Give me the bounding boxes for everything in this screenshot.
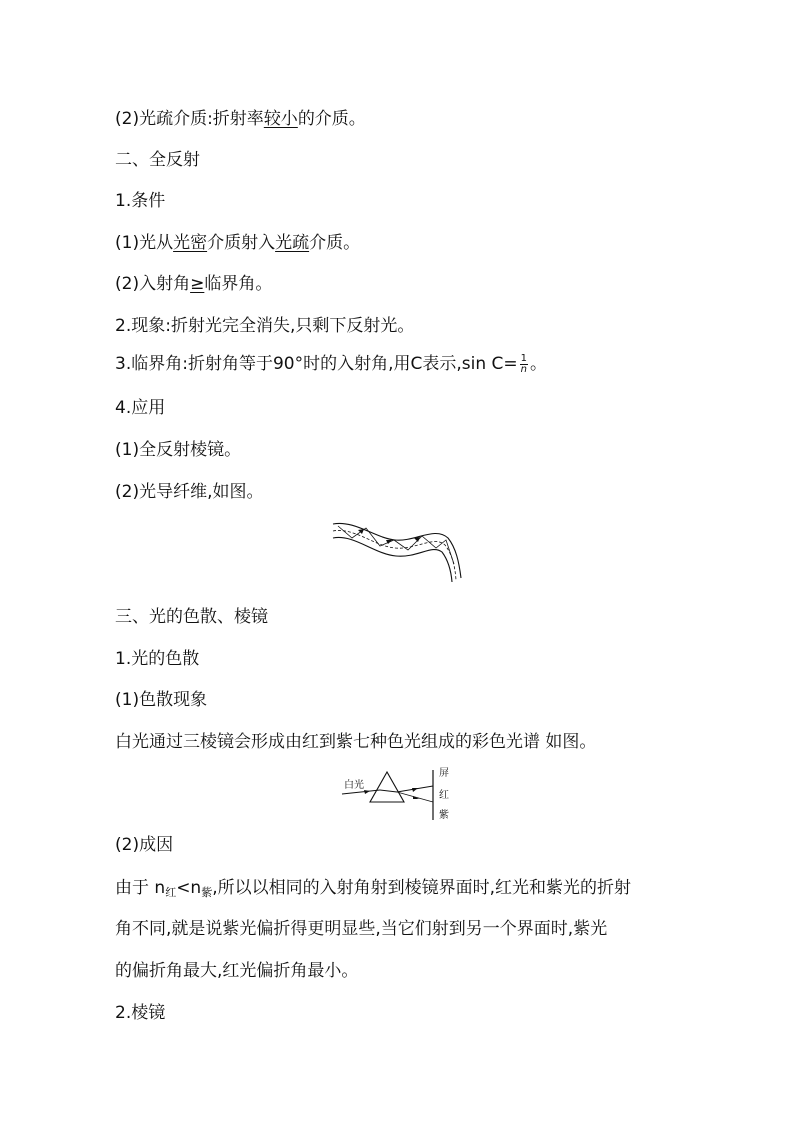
subheading-prism: 2.棱镜 [115, 1003, 166, 1023]
label-violet: 紫 [439, 810, 449, 821]
text-application-fiber: (2)光导纤维,如图。 [115, 482, 264, 502]
label-white-light: 白光 [344, 780, 364, 791]
text-optically-sparse-medium: (2)光疏介质:折射率较小的介质。 [115, 109, 366, 129]
text-critical-angle: 3.临界角:折射角等于90°时的入射角,用C表示,sin C= $\frac{1}{n}$ 。 [115, 352, 548, 375]
optical-fiber-figure [330, 516, 465, 584]
subheading-cause: (2)成因 [115, 835, 174, 855]
heading-dispersion-prism: 三、光的色散、棱镜 [115, 607, 268, 627]
label-red: 红 [439, 790, 449, 801]
text-condition-1: (1)光从光密介质射入光疏介质。 [115, 233, 361, 253]
text-application-prism: (1)全反射棱镜。 [115, 440, 242, 460]
subheading-dispersion-phenomenon: (1)色散现象 [115, 690, 208, 710]
text-cause-1: 由于 $n_红<n_紫$,所以以相同的入射角射到棱镜界面时,红光和紫光的折射 [115, 878, 632, 899]
subheading-dispersion: 1.光的色散 [115, 649, 200, 669]
text-cause-3: 的偏折角最大,红光偏折角最小。 [115, 961, 359, 981]
subheading-applications: 4.应用 [115, 398, 166, 418]
text-condition-2: (2)入射角≥临界角。 [115, 274, 273, 294]
label-screen: 屏 [439, 768, 449, 779]
text-white-light-prism: 白光通过三棱镜会形成由红到紫七种色光组成的彩色光谱 如图。 [115, 732, 597, 752]
subheading-conditions: 1.条件 [115, 191, 166, 211]
prism-dispersion-figure [340, 764, 465, 824]
text-cause-2: 角不同,就是说紫光偏折得更明显些,当它们射到另一个界面时,紫光 [115, 919, 608, 939]
fraction-1-over-n: $\frac{1}{n}$ [520, 352, 528, 375]
text-phenomenon: 2.现象:折射光完全消失,只剩下反射光。 [115, 316, 415, 336]
heading-total-reflection: 二、全反射 [115, 150, 200, 170]
